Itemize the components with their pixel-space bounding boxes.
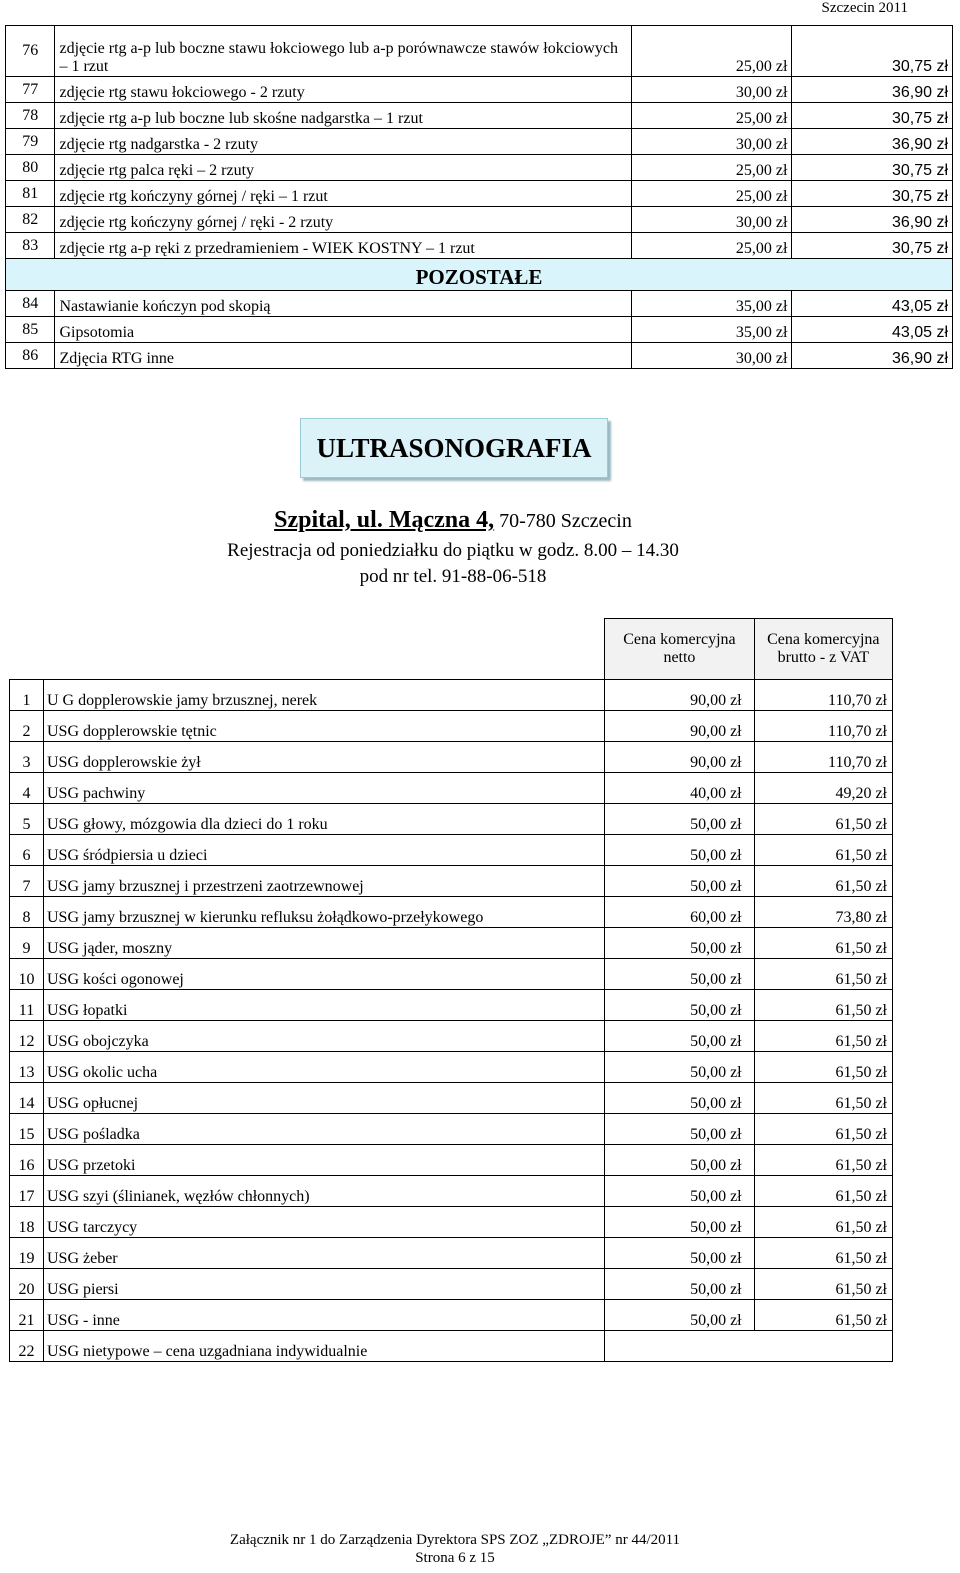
table-row [10,959,893,990]
price-net: 50,00 zł [605,1207,754,1238]
price-net: 35,00 zł [631,317,792,343]
row-number: 8 [10,897,44,928]
address-hospital-street: Szpital, ul. Mączna 4, [274,507,495,533]
procedure-name: Nastawianie kończyn pod skopią [55,291,631,317]
rtg-price-table [5,25,953,369]
table-row [10,1021,893,1052]
table-row [6,291,953,317]
row-number: 83 [6,233,55,259]
table-row [10,1083,893,1114]
procedure-name: USG jamy brzusznej i przestrzeni zaotrzewnowej [43,866,604,897]
procedure-name: USG pośladka [43,1114,604,1145]
price-gross: 61,50 zł [754,928,892,959]
price-net: 50,00 zł [605,866,754,897]
table-row [6,26,953,77]
procedure-name: U G dopplerowskie jamy brzusznej, nerek [43,680,604,711]
usg-header-blank [10,619,44,680]
price-gross: 61,50 zł [754,1083,892,1114]
table-row [10,742,893,773]
price-net: 50,00 zł [605,1300,754,1331]
price-gross: 49,20 zł [754,773,892,804]
price-gross: 36,90 zł [792,207,953,233]
price-gross: 30,75 zł [792,103,953,129]
price-gross: 61,50 zł [754,1176,892,1207]
price-net: 50,00 zł [605,835,754,866]
procedure-name: USG opłucnej [43,1083,604,1114]
table-row [10,773,893,804]
price-gross: 61,50 zł [754,1145,892,1176]
procedure-name: USG piersi [43,1269,604,1300]
table-row [6,181,953,207]
row-number: 86 [6,343,55,369]
price-net: 40,00 zł [605,773,754,804]
row-number: 16 [10,1145,44,1176]
row-number: 15 [10,1114,44,1145]
table-row [6,233,953,259]
price-net: 30,00 zł [631,77,792,103]
row-number: 5 [10,804,44,835]
price-net: 50,00 zł [605,928,754,959]
procedure-name: Zdjęcia RTG inne [55,343,631,369]
row-number: 3 [10,742,44,773]
row-number: 21 [10,1300,44,1331]
table-row [6,103,953,129]
table-row [10,1114,893,1145]
price-net: 90,00 zł [605,711,754,742]
procedure-name: USG nietypowe – cena uzgadniana indywidualnie [43,1331,604,1362]
row-number: 11 [10,990,44,1021]
price-net: 30,00 zł [631,129,792,155]
table-row [10,1145,893,1176]
price-net: 50,00 zł [605,959,754,990]
table-row [10,711,893,742]
price-net: 25,00 zł [631,26,792,77]
procedure-name: zdjęcie rtg kończyny górnej / ręki – 1 rzut [55,181,631,207]
section-heading: POZOSTAŁE [6,259,953,291]
price-net: 25,00 zł [631,103,792,129]
procedure-name: USG tarczycy [43,1207,604,1238]
price-net: 50,00 zł [605,1176,754,1207]
row-number: 81 [6,181,55,207]
table-row [10,1207,893,1238]
row-number: 22 [10,1331,44,1362]
table-row [6,129,953,155]
price-net: 50,00 zł [605,1238,754,1269]
price-empty [605,1331,893,1362]
row-number: 7 [10,866,44,897]
procedure-name: zdjęcie rtg a-p lub boczne stawu łokciowego lub a-p porównawcze stawów łokciowych – 1 rzut [55,26,631,77]
price-net: 50,00 zł [605,990,754,1021]
procedure-name: zdjęcie rtg nadgarstka - 2 rzuty [55,129,631,155]
price-gross: 61,50 zł [754,804,892,835]
price-gross: 30,75 zł [792,233,953,259]
address-city: 70-780 Szczecin [494,510,632,532]
price-gross: 110,70 zł [754,680,892,711]
procedure-name: zdjęcie rtg a-p lub boczne lub skośne nadgarstka – 1 rzut [55,103,631,129]
price-gross: 61,50 zł [754,1238,892,1269]
price-gross: 61,50 zł [754,866,892,897]
table-row [10,897,893,928]
price-gross: 61,50 zł [754,1052,892,1083]
procedure-name: zdjęcie rtg stawu łokciowego - 2 rzuty [55,77,631,103]
registration-phone: pod nr tel. 91-88-06-518 [359,566,547,587]
procedure-name: USG łopatki [43,990,604,1021]
table-row [6,343,953,369]
price-gross: 43,05 zł [792,291,953,317]
price-gross: 61,50 zł [754,1207,892,1238]
procedure-name: zdjęcie rtg kończyny górnej / ręki - 2 rzuty [55,207,631,233]
procedure-name: USG obojczyka [43,1021,604,1052]
row-number: 9 [10,928,44,959]
price-gross: 30,75 zł [792,26,953,77]
row-number: 80 [6,155,55,181]
row-number: 20 [10,1269,44,1300]
table-row [10,680,893,711]
table-row [10,804,893,835]
row-number: 1 [10,680,44,711]
usg-header-row [10,619,893,680]
table-row [10,928,893,959]
price-gross: 61,50 zł [754,1021,892,1052]
procedure-name: USG - inne [43,1300,604,1331]
table-row [6,317,953,343]
usg-price-table [9,618,893,1362]
row-number: 17 [10,1176,44,1207]
price-net: 50,00 zł [605,1021,754,1052]
price-net: 30,00 zł [631,343,792,369]
row-number: 19 [10,1238,44,1269]
procedure-name: USG okolic ucha [43,1052,604,1083]
price-gross: 36,90 zł [792,129,953,155]
price-gross: 61,50 zł [754,1269,892,1300]
procedure-name: USG dopplerowskie żył [43,742,604,773]
row-number: 2 [10,711,44,742]
procedure-name: zdjęcie rtg a-p ręki z przedramieniem - WIEK KOSTNY – 1 rzut [55,233,631,259]
address-line-1 [0,507,906,534]
row-number: 77 [6,77,55,103]
price-gross: 61,50 zł [754,1300,892,1331]
table-row [10,1238,893,1269]
price-net: 60,00 zł [605,897,754,928]
footer-page-number: Strona 6 z 15 [415,1550,495,1566]
row-number: 85 [6,317,55,343]
procedure-name: USG jąder, moszny [43,928,604,959]
price-net: 50,00 zł [605,804,754,835]
table-row [6,207,953,233]
footer-attachment: Załącznik nr 1 do Zarządzenia Dyrektora SPS ZOZ „ZDROJE” nr 44/2011 [229,1532,681,1548]
procedure-name: USG dopplerowskie tętnic [43,711,604,742]
procedure-name: USG szyi (ślinianek, węzłów chłonnych) [43,1176,604,1207]
row-number: 13 [10,1052,44,1083]
table-row [10,866,893,897]
row-number: 76 [6,26,55,77]
price-gross: 30,75 zł [792,181,953,207]
price-gross: 61,50 zł [754,959,892,990]
price-net: 50,00 zł [605,1114,754,1145]
price-net: 90,00 zł [605,742,754,773]
table-row [10,1300,893,1331]
price-net: 25,00 zł [631,181,792,207]
usg-table-body [10,619,893,1362]
rtg-table-body [6,26,953,369]
price-net: 50,00 zł [605,1145,754,1176]
row-number: 4 [10,773,44,804]
price-net: 25,00 zł [631,155,792,181]
table-row [6,155,953,181]
procedure-name: USG pachwiny [43,773,604,804]
procedure-name: USG jamy brzusznej w kierunku refluksu żołądkowo-przełykowego [43,897,604,928]
section-row [6,259,953,291]
price-net: 50,00 zł [605,1052,754,1083]
price-gross: 73,80 zł [754,897,892,928]
header-location-year: Szczecin 2011 [821,0,908,16]
price-net: 30,00 zł [631,207,792,233]
row-number: 10 [10,959,44,990]
price-gross: 110,70 zł [754,742,892,773]
price-net: 50,00 zł [605,1083,754,1114]
row-number: 12 [10,1021,44,1052]
price-gross: 61,50 zł [754,835,892,866]
price-net: 25,00 zł [631,233,792,259]
row-number: 18 [10,1207,44,1238]
price-net: 50,00 zł [605,1269,754,1300]
price-gross: 61,50 zł [754,1114,892,1145]
price-gross: 43,05 zł [792,317,953,343]
procedure-name: Gipsotomia [55,317,631,343]
table-row [10,835,893,866]
registration-hours: Rejestracja od poniedziałku do piątku w godz. 8.00 – 14.30 [227,540,679,561]
table-row [10,1331,893,1362]
row-number: 6 [10,835,44,866]
row-number: 14 [10,1083,44,1114]
price-gross: 61,50 zł [754,990,892,1021]
procedure-name: USG żeber [43,1238,604,1269]
procedure-name: zdjęcie rtg palca ręki – 2 rzuty [55,155,631,181]
price-net: 35,00 zł [631,291,792,317]
row-number: 84 [6,291,55,317]
row-number: 82 [6,207,55,233]
price-gross: 36,90 zł [792,343,953,369]
procedure-name: USG kości ogonowej [43,959,604,990]
usg-header-blank [43,619,604,680]
procedure-name: USG przetoki [43,1145,604,1176]
price-gross: 36,90 zł [792,77,953,103]
table-row [10,1269,893,1300]
table-row [10,1176,893,1207]
price-net: 90,00 zł [605,680,754,711]
table-row [10,1052,893,1083]
price-gross: 30,75 zł [792,155,953,181]
table-row [6,77,953,103]
table-row [10,990,893,1021]
procedure-name: USG głowy, mózgowia dla dzieci do 1 roku [43,804,604,835]
price-gross: 110,70 zł [754,711,892,742]
usg-header-net: Cena komercyjna netto [605,619,754,680]
row-number: 79 [6,129,55,155]
procedure-name: USG śródpiersia u dzieci [43,835,604,866]
ultrasonography-title: ULTRASONOGRAFIA [300,418,608,478]
row-number: 78 [6,103,55,129]
usg-header-gross: Cena komercyjna brutto - z VAT [754,619,892,680]
